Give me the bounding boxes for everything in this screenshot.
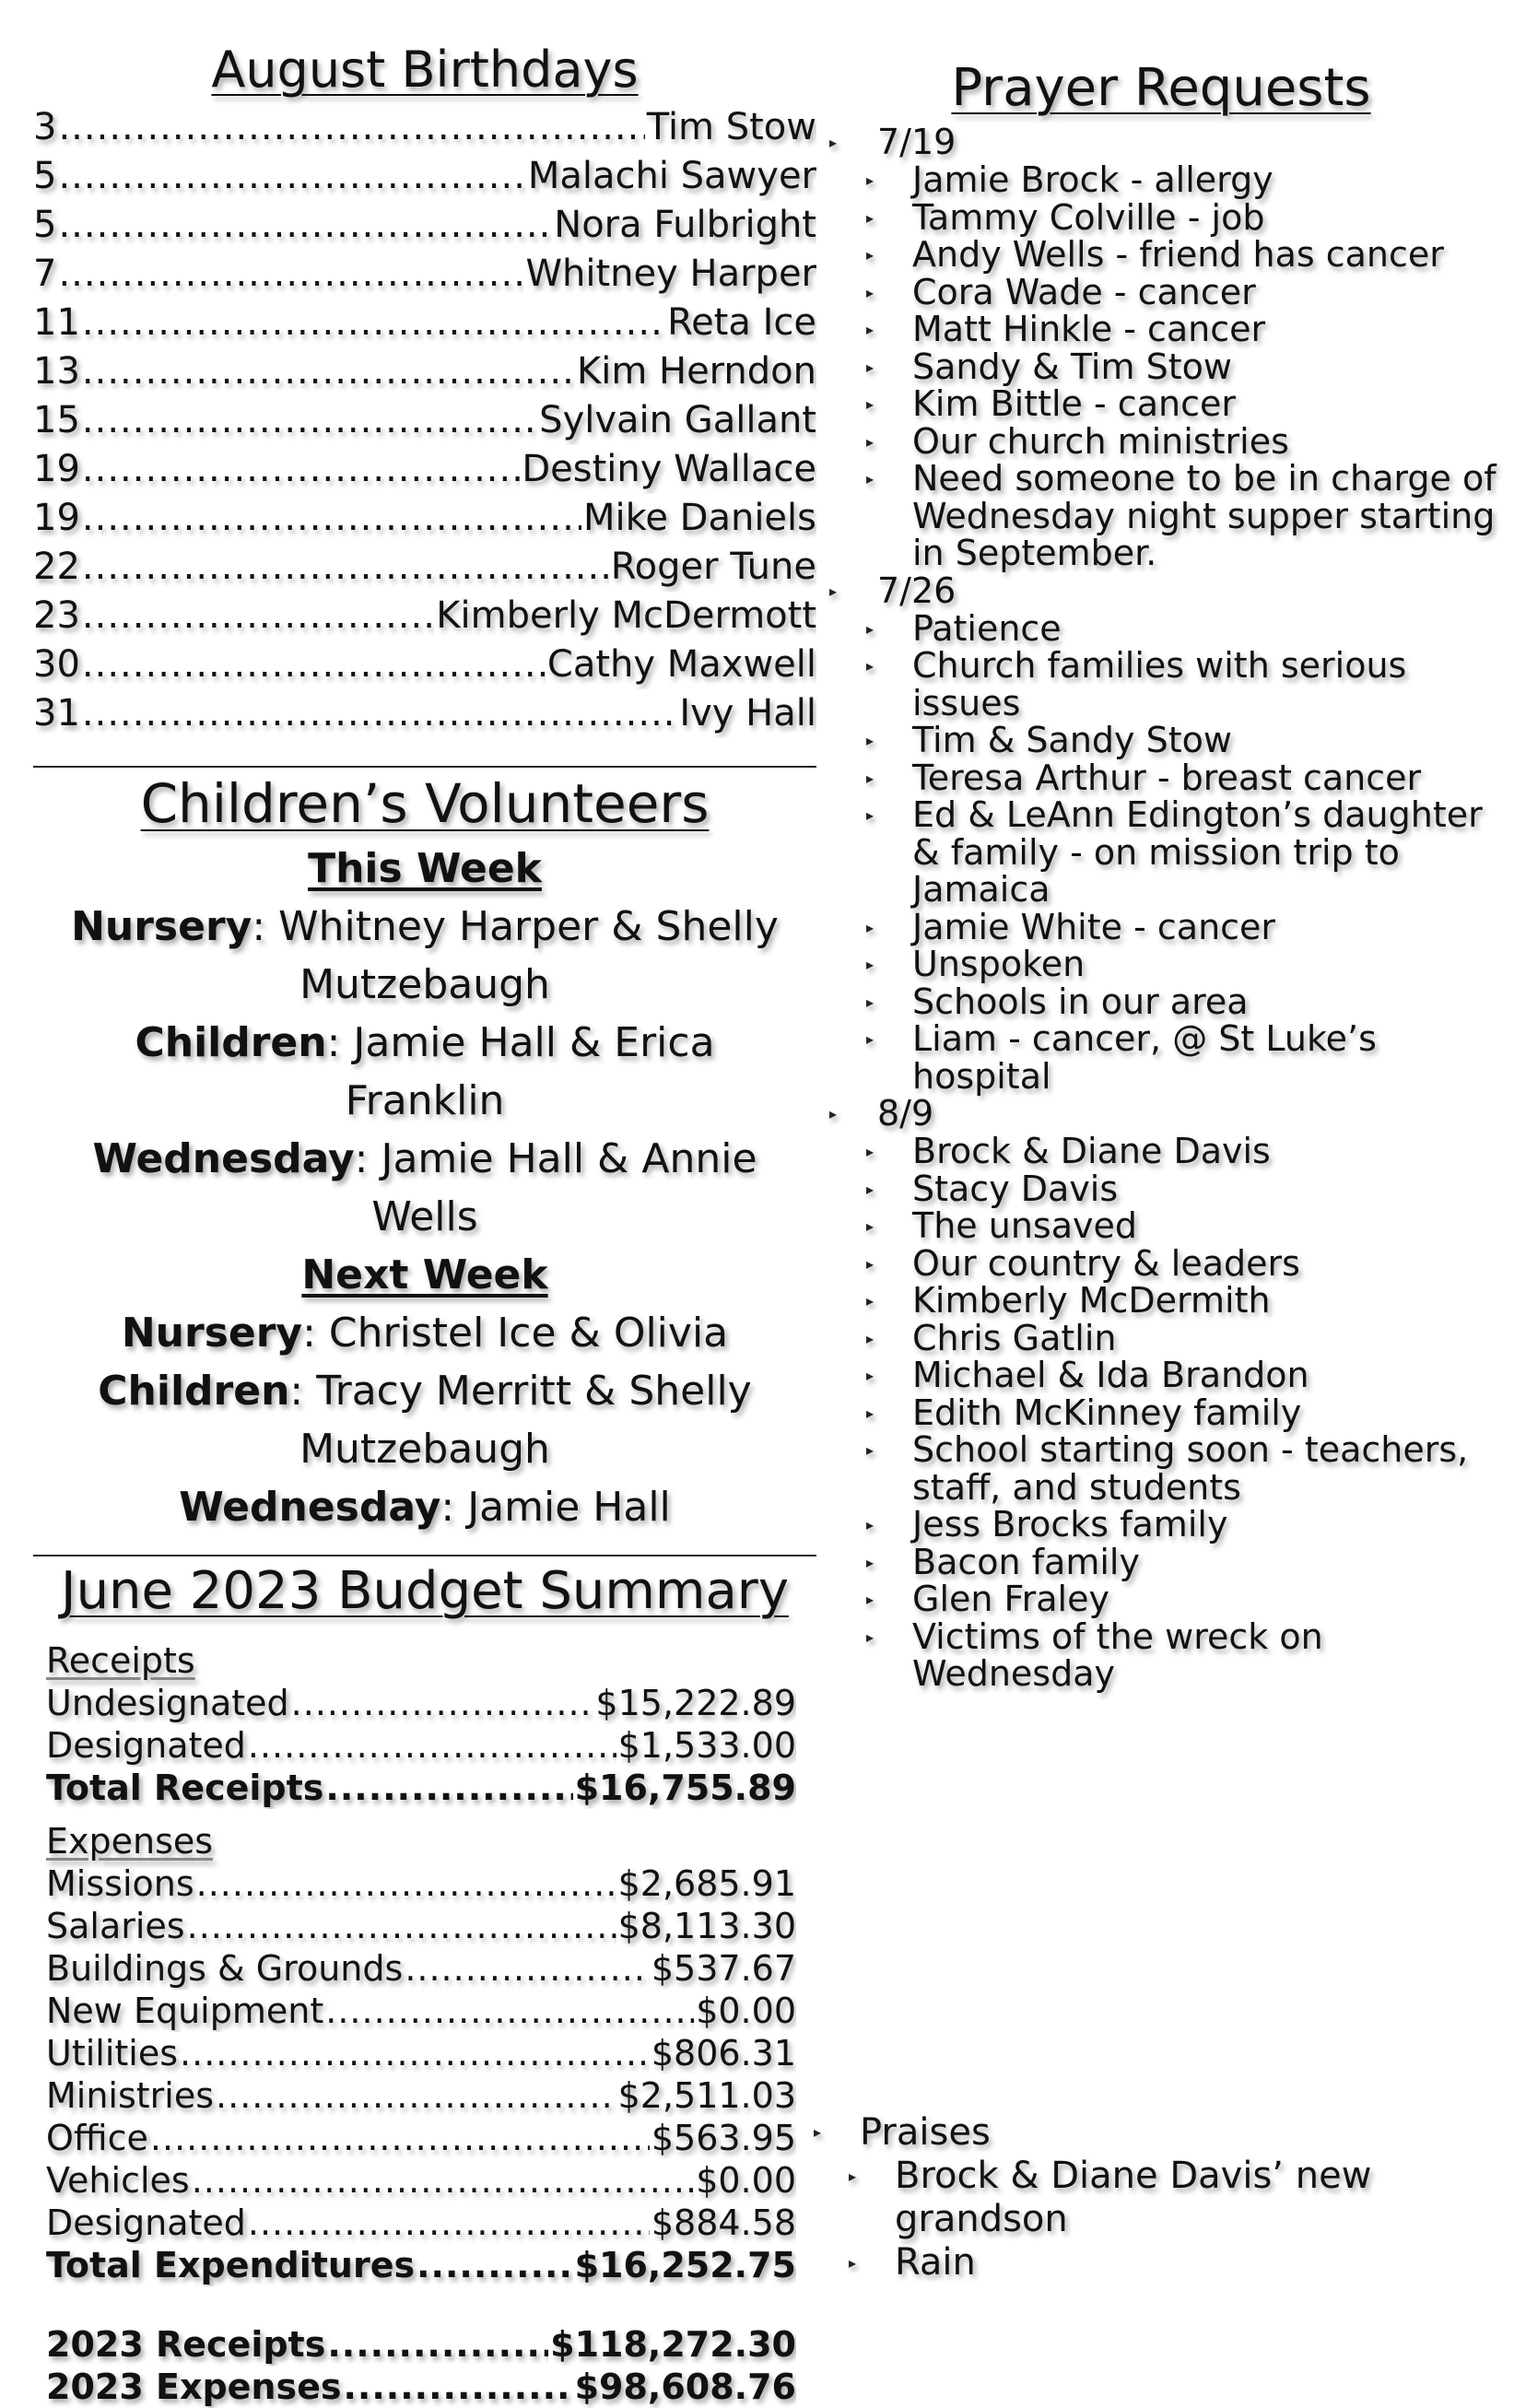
triangle-bullet-icon: ▸	[866, 956, 874, 973]
birthday-row	[33, 152, 816, 201]
prayer-item-text: Liam - cancer, @ St Luke’s hospital	[912, 1018, 1377, 1097]
birthday-row	[33, 396, 816, 445]
triangle-bullet-icon: ▸	[866, 321, 874, 338]
budget-line-amount: $0.00	[696, 1991, 796, 2031]
triangle-bullet-icon: ▸	[866, 1292, 874, 1310]
children-label: Children	[135, 1019, 327, 1066]
triangle-bullet-icon: ▸	[866, 208, 874, 227]
prayer-item	[820, 196, 1502, 238]
prayer-item	[820, 1506, 1502, 1544]
birthday-row	[33, 201, 816, 250]
birthday-day: 19	[33, 448, 80, 490]
triangle-bullet-icon: ▸	[866, 246, 874, 264]
children-label: Children	[98, 1368, 290, 1415]
budget-line-label: Buildings & Grounds	[46, 1948, 404, 1989]
volunteers-schedule	[33, 840, 816, 1536]
prayer-item	[820, 796, 1502, 909]
budget-line-label: Designated	[46, 2202, 246, 2243]
prayer-item	[820, 1242, 1502, 1284]
this-week-heading: This Week	[308, 845, 542, 892]
budget-line-label: Vehicles	[46, 2160, 190, 2201]
triangle-bullet-icon: ▸	[866, 1516, 874, 1533]
prayer-item	[820, 946, 1502, 983]
birthday-name: Malachi Sawyer	[527, 155, 816, 197]
year-receipts-label: 2023 Receipts	[46, 2324, 326, 2365]
prayer-item	[820, 1170, 1502, 1208]
triangle-bullet-icon: ▸	[866, 358, 874, 376]
prayer-item-text: Jamie Brock - allergy	[912, 159, 1273, 200]
triangle-bullet-icon: ▸	[866, 1030, 874, 1048]
birthday-name: Nora Fulbright	[554, 204, 816, 246]
prayer-item	[820, 647, 1502, 722]
birthday-name: Roger Tune	[610, 546, 816, 588]
birthday-name: Tim Stow	[646, 106, 816, 148]
praise-item-text: Brock & Diane Davis’ new grandson	[895, 2155, 1372, 2240]
total-expenditures-label: Total Expenditures	[46, 2245, 416, 2285]
birthday-day: 23	[33, 594, 80, 637]
prayer-item-text: Cora Wade - cancer	[912, 271, 1256, 312]
prayer-item-text: Edith McKinney family	[912, 1392, 1302, 1433]
birthday-name: Whitney Harper	[525, 253, 816, 295]
budget-line-row	[46, 1990, 796, 2032]
prayer-item	[820, 1207, 1502, 1245]
prayer-item-text: Our country & leaders	[912, 1242, 1300, 1284]
this-week-wednesday	[52, 1130, 798, 1246]
expenses-heading: Expenses	[46, 1821, 214, 1862]
prayer-item-text: Patience	[912, 607, 1062, 649]
triangle-bullet-icon: ▸	[866, 1254, 874, 1273]
prayer-item	[820, 236, 1502, 274]
prayer-item	[820, 311, 1502, 348]
prayer-item	[820, 385, 1502, 423]
birthday-row	[33, 640, 816, 689]
budget-title: June 2023 Budget Summary	[61, 1561, 789, 1621]
prayer-item-text: Ed & LeAnn Edington’s daughter & family - on mission trip to Jamaica	[912, 794, 1483, 910]
prayer-item-text: Kimberly McDermith	[912, 1280, 1271, 1321]
birthday-day: 5	[33, 155, 57, 197]
budget-line-row	[46, 2159, 796, 2202]
birthday-name: Mike Daniels	[582, 497, 816, 539]
prayer-item	[820, 1020, 1502, 1095]
budget-line-row	[46, 1724, 796, 1767]
birthday-row	[33, 689, 816, 738]
total-receipts-amount: $16,755.89	[574, 1768, 796, 1808]
triangle-bullet-icon: ▸	[866, 1627, 874, 1646]
triangle-bullet-icon: ▸	[829, 1105, 838, 1122]
budget-line-amount: $806.31	[651, 2033, 796, 2073]
triangle-bullet-icon: ▸	[866, 732, 874, 749]
budget-line-label: Office	[46, 2118, 148, 2158]
year-expenses-row	[46, 2366, 796, 2408]
birthday-day: 13	[33, 350, 80, 393]
expenses-list	[46, 1862, 796, 2244]
budget-line-row	[46, 2074, 796, 2117]
birthdays-title: August Birthdays	[211, 41, 639, 99]
prayer-item-text: Kim Bittle - cancer	[912, 383, 1236, 424]
prayer-item-text: Church families with serious issues	[912, 645, 1407, 723]
budget-line-amount: $1,533.00	[617, 1725, 796, 1766]
prayer-item	[820, 1580, 1502, 1618]
right-column	[820, 53, 1502, 1693]
children-names: : Jamie Hall & Erica Franklin	[326, 1019, 715, 1124]
prayer-item	[820, 607, 1502, 649]
budget-line-amount: $563.95	[651, 2118, 796, 2158]
budget-line-label: Undesignated	[46, 1683, 289, 1723]
birthday-day: 22	[33, 546, 80, 588]
birthday-day: 30	[33, 643, 80, 686]
praise-item	[806, 2155, 1497, 2241]
next-week-heading: Next Week	[301, 1251, 548, 1298]
prayer-date	[820, 1095, 1502, 1133]
prayer-item-text: Chris Gatlin	[912, 1317, 1117, 1358]
birthday-day: 11	[33, 301, 80, 344]
next-week-nursery	[52, 1304, 798, 1362]
triangle-bullet-icon: ▸	[814, 2123, 822, 2141]
prayer-item	[820, 759, 1502, 797]
prayer-date	[820, 123, 1502, 161]
birthday-name: Ivy Hall	[679, 692, 816, 734]
this-week-nursery	[52, 898, 798, 1014]
triangle-bullet-icon: ▸	[866, 1404, 874, 1422]
birthday-name: Destiny Wallace	[522, 448, 816, 490]
praise-item	[806, 2241, 1497, 2285]
prayer-item	[820, 271, 1502, 312]
birthday-day: 19	[33, 497, 80, 539]
next-week-wednesday	[52, 1478, 798, 1536]
budget-line-row	[46, 2117, 796, 2159]
prayer-item	[820, 1357, 1502, 1394]
prayer-item-text: Stacy Davis	[912, 1168, 1119, 1209]
volunteers-title: Children’s Volunteers	[140, 772, 710, 835]
prayer-item-text: School starting soon - teachers, staff, and students	[912, 1429, 1469, 1508]
birthday-day: 31	[33, 692, 80, 734]
birthday-row	[33, 250, 816, 299]
prayer-item-text: Bacon family	[912, 1541, 1140, 1582]
birthday-day: 3	[33, 106, 57, 148]
prayer-item	[820, 1615, 1502, 1694]
praise-item-text: Rain	[895, 2241, 976, 2284]
birthday-row	[33, 543, 816, 592]
praises-list	[806, 2155, 1497, 2285]
triangle-bullet-icon: ▸	[866, 918, 874, 936]
year-expenses-amount: $98,608.76	[574, 2367, 796, 2407]
triangle-bullet-icon: ▸	[829, 134, 838, 151]
total-receipts-row	[46, 1767, 796, 1809]
wednesday-label: Wednesday	[179, 1484, 441, 1531]
birthday-day: 15	[33, 399, 80, 441]
nursery-label: Nursery	[71, 903, 252, 950]
triangle-bullet-icon: ▸	[866, 171, 874, 189]
birthday-name: Kimberly McDermott	[436, 594, 816, 637]
triangle-bullet-icon: ▸	[866, 1329, 874, 1347]
prayer-title: Prayer Requests	[951, 58, 1371, 118]
wednesday-names: : Jamie Hall	[440, 1484, 671, 1531]
triangle-bullet-icon: ▸	[866, 619, 874, 638]
prayer-item-text: Need someone to be in charge of Wednesday night supper starting in September.	[912, 458, 1496, 573]
nursery-label: Nursery	[121, 1310, 303, 1357]
year-receipts-amount: $118,272.30	[550, 2324, 796, 2365]
prayer-item-text: Tammy Colville - job	[912, 196, 1265, 238]
receipts-heading: Receipts	[46, 1640, 195, 1681]
budget-line-amount: $15,222.89	[595, 1683, 796, 1723]
receipts-list	[46, 1682, 796, 1767]
this-week-children	[52, 1014, 798, 1130]
triangle-bullet-icon: ▸	[866, 395, 874, 413]
budget-line-row	[46, 1905, 796, 1947]
prayer-item-text: Unspoken	[912, 944, 1086, 984]
prayer-item	[820, 460, 1502, 572]
prayer-item	[820, 161, 1502, 199]
prayer-item-text: Schools in our area	[912, 981, 1249, 1022]
triangle-bullet-icon: ▸	[866, 657, 874, 675]
birthday-name: Kim Herndon	[576, 350, 816, 393]
triangle-bullet-icon: ▸	[866, 806, 874, 824]
birthday-row	[33, 103, 816, 152]
prayer-item-text: Teresa Arthur - breast cancer	[912, 757, 1422, 798]
birthday-row	[33, 494, 816, 543]
triangle-bullet-icon: ▸	[866, 1591, 874, 1608]
budget-line-label: Designated	[46, 1725, 246, 1766]
triangle-bullet-icon: ▸	[849, 2167, 857, 2185]
total-receipts-label: Total Receipts	[46, 1768, 324, 1808]
prayer-item-text: Jess Brocks family	[912, 1504, 1228, 1545]
wednesday-names: : Jamie Hall & Annie Wells	[354, 1135, 757, 1240]
budget-line-label: Salaries	[46, 1906, 185, 1946]
budget-line-amount: $537.67	[651, 1948, 796, 1989]
budget-line-amount: $0.00	[696, 2160, 796, 2201]
prayer-item-text: Brock & Diane Davis	[912, 1131, 1271, 1171]
children-names: : Tracy Merritt & Shelly Mutzebaugh	[289, 1368, 752, 1473]
budget-line-amount: $884.58	[651, 2202, 796, 2243]
budget-line-amount: $2,685.91	[617, 1863, 796, 1904]
total-expenditures-row	[46, 2244, 796, 2286]
prayer-date-text: 7/19	[877, 122, 957, 162]
birthday-name: Reta Ice	[667, 301, 816, 344]
year-expenses-label: 2023 Expenses	[46, 2367, 342, 2407]
prayer-item	[820, 1317, 1502, 1358]
prayer-item	[820, 906, 1502, 947]
birthday-list	[33, 103, 816, 738]
prayer-item	[820, 1133, 1502, 1170]
birthday-row	[33, 347, 816, 396]
prayer-item-text: The unsaved	[912, 1205, 1137, 1246]
triangle-bullet-icon: ▸	[866, 769, 874, 787]
prayer-item	[820, 420, 1502, 462]
budget-summary	[33, 1639, 816, 2408]
prayer-item	[820, 1541, 1502, 1582]
triangle-bullet-icon: ▸	[866, 993, 874, 1011]
budget-line-row	[46, 2032, 796, 2074]
budget-line-label: Ministries	[46, 2075, 215, 2116]
prayer-item	[820, 1282, 1502, 1320]
birthday-day: 7	[33, 253, 57, 295]
praises-heading	[806, 2110, 1497, 2155]
birthday-day: 5	[33, 204, 57, 246]
budget-line-row	[46, 2202, 796, 2244]
prayer-item-text: Tim & Sandy Stow	[912, 720, 1232, 760]
birthday-name: Cathy Maxwell	[546, 643, 816, 686]
budget-line-amount: $8,113.30	[617, 1906, 796, 1946]
triangle-bullet-icon: ▸	[866, 283, 874, 301]
prayer-item	[820, 1394, 1502, 1432]
budget-line-amount: $2,511.03	[617, 2075, 796, 2116]
nursery-names: : Whitney Harper & Shelly Mutzebaugh	[252, 903, 779, 1008]
triangle-bullet-icon: ▸	[866, 1367, 874, 1384]
praises-heading-text: Praises	[860, 2111, 991, 2154]
triangle-bullet-icon: ▸	[866, 1553, 874, 1571]
triangle-bullet-icon: ▸	[866, 1180, 874, 1198]
triangle-bullet-icon: ▸	[866, 1217, 874, 1235]
praises-section	[806, 2110, 1497, 2285]
budget-line-label: New Equipment	[46, 1991, 324, 2031]
birthday-row	[33, 592, 816, 640]
prayer-date	[820, 572, 1502, 610]
left-column	[33, 37, 816, 2408]
triangle-bullet-icon: ▸	[866, 470, 874, 487]
budget-line-label: Utilities	[46, 2033, 179, 2073]
nursery-names: : Christel Ice & Olivia	[302, 1310, 729, 1357]
triangle-bullet-icon: ▸	[829, 581, 838, 600]
budget-line-row	[46, 1862, 796, 1905]
prayer-date-text: 7/26	[877, 570, 957, 611]
prayer-date-text: 8/9	[877, 1093, 934, 1134]
prayer-list	[820, 123, 1502, 1693]
prayer-item	[820, 348, 1502, 386]
prayer-item	[820, 983, 1502, 1021]
wednesday-label: Wednesday	[92, 1135, 355, 1182]
budget-line-label: Missions	[46, 1863, 194, 1904]
triangle-bullet-icon: ▸	[849, 2254, 857, 2272]
prayer-item-text: Jamie White - cancer	[912, 906, 1276, 947]
triangle-bullet-icon: ▸	[866, 1441, 874, 1459]
prayer-item-text: Sandy & Tim Stow	[912, 346, 1232, 387]
prayer-item-text: Andy Wells - friend has cancer	[912, 234, 1444, 275]
budget-line-row	[46, 1947, 796, 1990]
budget-line-row	[46, 1682, 796, 1724]
prayer-item	[820, 722, 1502, 759]
prayer-item-text: Michael & Ida Brandon	[912, 1355, 1309, 1395]
triangle-bullet-icon: ▸	[866, 432, 874, 451]
prayer-item	[820, 1431, 1502, 1506]
prayer-item-text: Our church ministries	[912, 420, 1289, 462]
birthday-row	[33, 299, 816, 347]
year-receipts-row	[46, 2323, 796, 2366]
prayer-item-text: Matt Hinkle - cancer	[912, 309, 1266, 349]
prayer-item-text: Glen Fraley	[912, 1579, 1109, 1619]
total-expenditures-amount: $16,252.75	[574, 2245, 796, 2285]
birthday-name: Sylvain Gallant	[539, 399, 816, 441]
next-week-children	[52, 1362, 798, 1478]
birthday-row	[33, 445, 816, 494]
triangle-bullet-icon: ▸	[866, 1143, 874, 1160]
prayer-item-text: Victims of the wreck on Wednesday	[912, 1615, 1323, 1694]
